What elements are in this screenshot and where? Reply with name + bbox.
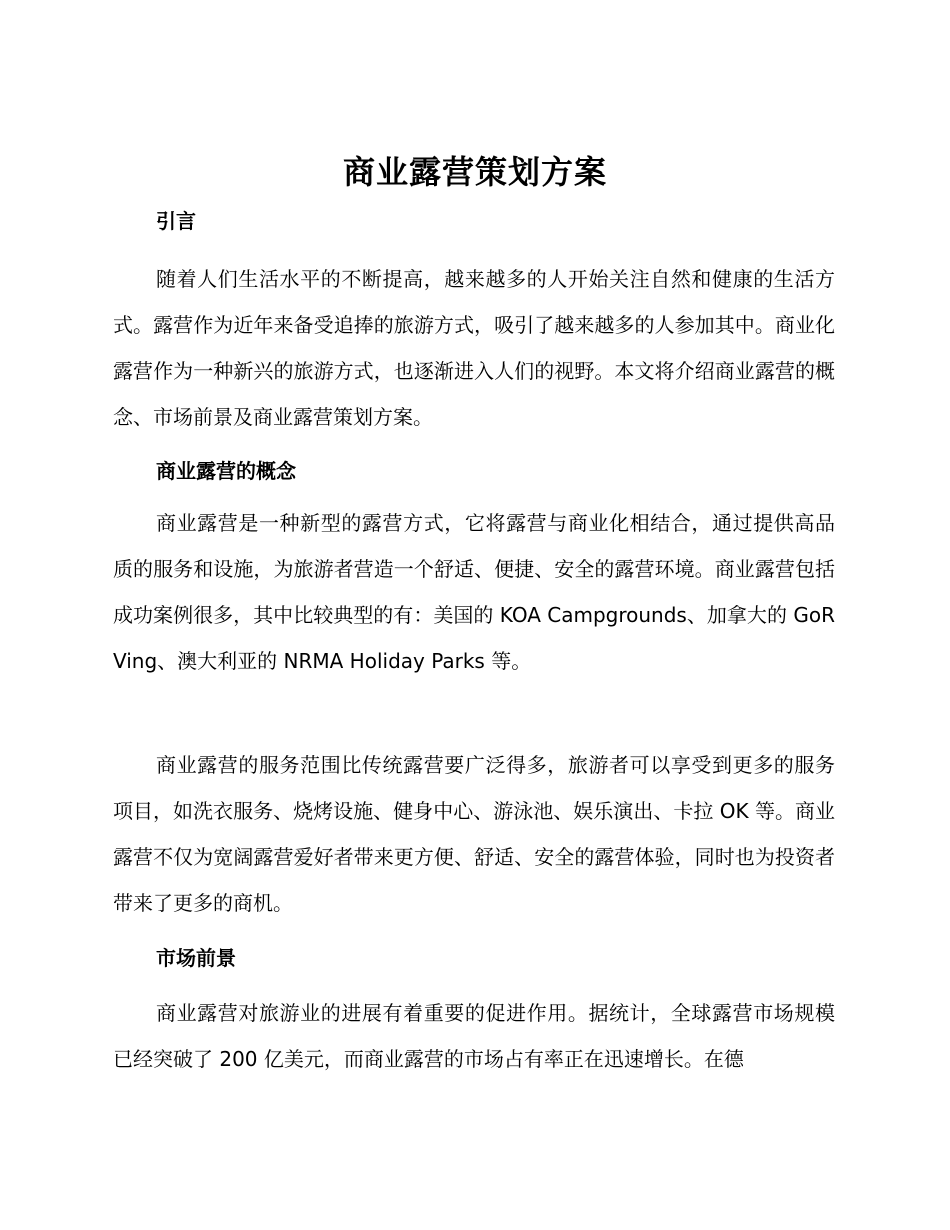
section-heading-intro: 引言 — [156, 209, 196, 233]
paragraph-intro: 随着人们生活水平的不断提高，越来越多的人开始关注自然和健康的生活方式。露营作为近年来备受追捧的旅游方式，吸引了越来越多的人参加其中。商业化露营作为一种新兴的旅游方式，也逐渐进入人们的视野。本文将介绍商业露营的概念、市场前景及商业露营策划方案。 — [113, 267, 835, 429]
paragraph-market: 商业露营对旅游业的进展有着重要的促进作用。据统计，全球露营市场规模已经突破了 200 亿美元，而商业露营的市场占有率正在迅速增长。在德 — [113, 1001, 835, 1071]
section-heading-concept: 商业露营的概念 — [156, 459, 296, 483]
document-title: 商业露营策划方案 — [342, 153, 607, 191]
section-heading-market: 市场前景 — [156, 946, 236, 970]
paragraph-concept-1: 商业露营是一种新型的露营方式，它将露营与商业化相结合，通过提供高品质的服务和设施，为旅游者营造一个舒适、便捷、安全的露营环境。商业露营包括成功案例很多，其中比较典型的有：美国的 KOA Campgrounds、加拿大的 GoRVing、澳大利亚的 NRMA Holiday Parks 等。 — [113, 511, 835, 673]
paragraph-concept-2: 商业露营的服务范围比传统露营要广泛得多，旅游者可以享受到更多的服务项目，如洗衣服务、烧烤设施、健身中心、游泳池、娱乐演出、卡拉 OK 等。商业露营不仅为宽阔露营爱好者带来更方便、舒适、安全的露营体验，同时也为投资者带来了更多的商机。 — [113, 753, 835, 915]
